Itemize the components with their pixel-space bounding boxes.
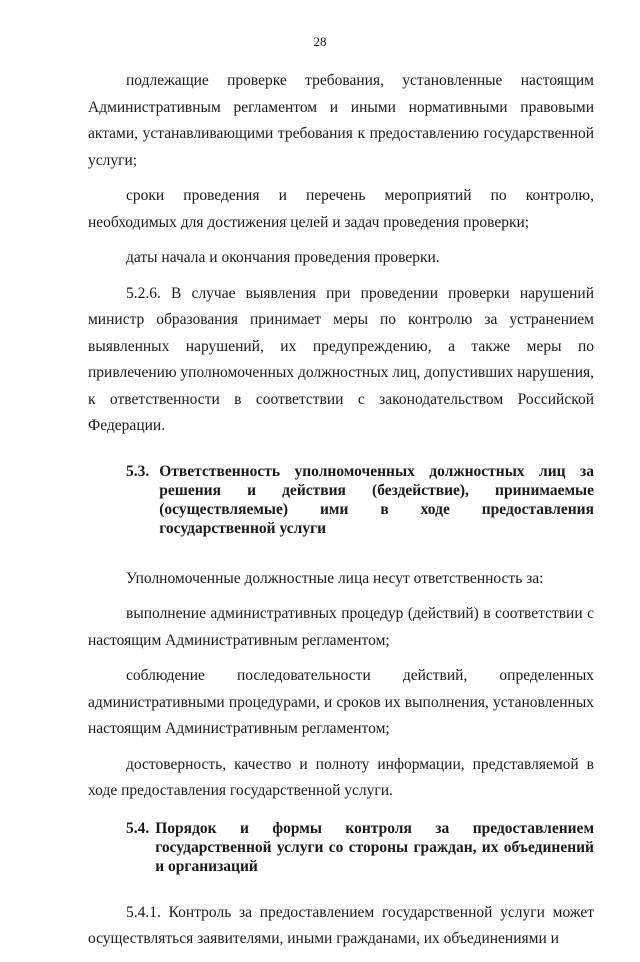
paragraph: Уполномоченные должностные лица несут ответственность за: [126, 569, 544, 587]
paragraph: 5.2.6. В случае выявления при проведении проверки нарушений министр образования принимает меры по контролю за устранением выявленных нарушений, их предупреждению, а также меры по привлечению уполномоченных должностных лиц, допустивших нарушения, к ответственности в соответствии с законодательством Российской Федерации. [88, 284, 594, 434]
page-number: 28 [313, 34, 327, 49]
section-title: Порядок и формы контроля за предоставлением государственной услуги со стороны граждан, их объединений и организаций [155, 819, 594, 875]
paragraph: сроки проведения и перечень мероприятий по контролю, необходимых для достижения целей и задач проведения проверки; [88, 187, 594, 231]
paragraph: даты начала и окончания проведения проверки. [126, 249, 440, 266]
section-number: 5.4. [126, 819, 150, 837]
section-title: Ответственность уполномоченных должностных лиц за решения и действия (бездействие), принимаемые (осуществляемые) ими в ходе предоставления государственной услуги [159, 462, 594, 537]
paragraph: 5.4.1. Контроль за предоставлением государственной услуги может осуществляться заявителями, иными гражданами, их объединениями и [88, 903, 594, 947]
paragraph: достоверность, качество и полноту информации, представляемой в ходе предоставления государственной услуги. [88, 755, 594, 799]
paragraph: выполнение административных процедур (действий) в соответствии с настоящим Административным регламентом; [88, 605, 594, 649]
paragraph: соблюдение последовательности действий, определенных административными процедурами, и сроков их выполнения, установленных настоящим Административным регламентом; [88, 667, 594, 737]
section-heading-5-3 [126, 462, 594, 538]
document-body [88, 68, 594, 962]
section-heading-5-4 [126, 819, 594, 876]
section-number: 5.3. [126, 462, 150, 480]
paragraph: подлежащие проверке требования, установленные настоящим Административным регламентом и иными нормативными правовыми актами, устанавливающими требования к предоставлению государственной услуги; [88, 72, 594, 169]
